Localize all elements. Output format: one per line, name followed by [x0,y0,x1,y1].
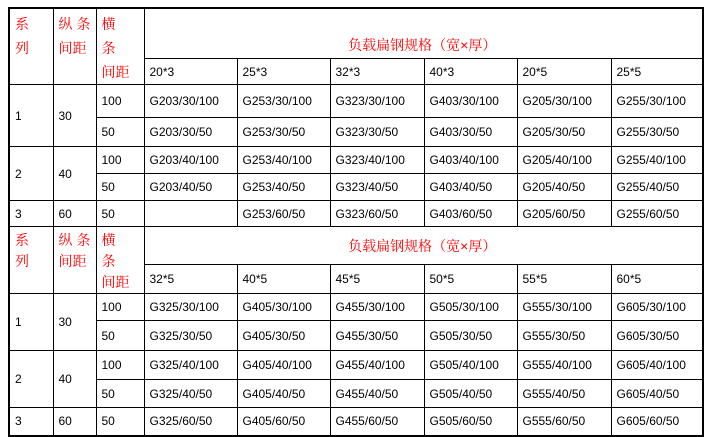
cell-cross-spacing: 50 [96,408,144,436]
grating-spec-table [8,7,704,437]
subcol-header: 60*5 [611,265,703,294]
cell-cross-spacing: 100 [96,294,144,321]
section2-header-row [9,227,703,265]
cell-series: 1 [9,294,53,351]
spec-cell: G455/40/100 [330,351,424,380]
spec-cell: G323/40/50 [330,174,424,201]
table-row [9,380,703,408]
subcol-header: 40*3 [424,59,517,85]
spec-cell: G203/40/50 [144,174,237,201]
spec-cell-empty [144,201,237,227]
cell-cross-spacing: 100 [96,85,144,118]
spec-cell: G323/40/100 [330,147,424,174]
spec-cell: G605/30/50 [611,321,703,351]
spec-cell: G605/40/50 [611,380,703,408]
spec-cell: G205/40/100 [517,147,611,174]
spec-cell: G203/30/50 [144,118,237,147]
subcol-header: 40*5 [237,265,330,294]
cell-cross-spacing: 50 [96,174,144,201]
header-long-spacing [53,227,96,294]
table-row [9,174,703,201]
spec-cell: G455/30/100 [330,294,424,321]
spec-cell: G253/40/100 [237,147,330,174]
cell-cross-spacing: 100 [96,351,144,380]
header-cross-spacing-line2: 间距 [101,64,130,80]
spec-cell: G405/30/50 [237,321,330,351]
subcol-header: 20*3 [144,59,237,85]
spec-cell: G255/40/100 [611,147,703,174]
spec-cell: G255/30/50 [611,118,703,147]
header-cross-spacing [96,8,144,85]
spec-cell: G605/30/100 [611,294,703,321]
spec-cell: G505/30/50 [424,321,517,351]
cell-series: 2 [9,351,53,408]
spec-cell: G255/40/50 [611,174,703,201]
table-row [9,118,703,147]
spec-cell: G555/30/100 [517,294,611,321]
header-series [9,227,53,294]
spec-cell: G555/60/50 [517,408,611,436]
header-series [9,8,53,85]
spec-cell: G325/30/100 [144,294,237,321]
spec-cell: G455/30/50 [330,321,424,351]
header-series-line1: 系 [15,16,29,32]
spec-cell: G455/40/50 [330,380,424,408]
header-long-spacing [53,8,96,85]
spec-cell: G455/60/50 [330,408,424,436]
spec-cell: G203/30/100 [144,85,237,118]
spec-cell: G325/30/50 [144,321,237,351]
spec-cell: G605/60/50 [611,408,703,436]
spec-cell: G405/60/50 [237,408,330,436]
cell-long-spacing: 40 [53,351,96,408]
spec-cell: G325/40/50 [144,380,237,408]
spec-cell: G403/30/100 [424,85,517,118]
spec-cell: G505/40/50 [424,380,517,408]
cell-cross-spacing: 50 [96,201,144,227]
spec-cell: G405/30/100 [237,294,330,321]
spec-cell: G253/60/50 [237,201,330,227]
table-row [9,294,703,321]
spec-cell: G403/30/50 [424,118,517,147]
cell-series: 2 [9,147,53,201]
subcol-header: 20*5 [517,59,611,85]
header-long-spacing-line2: 间距 [58,253,87,269]
spec-cell: G555/40/100 [517,351,611,380]
spec-cell: G403/40/50 [424,174,517,201]
spec-cell: G325/60/50 [144,408,237,436]
header-series-line1: 系 [15,232,29,248]
header-cross-spacing [96,227,144,294]
spec-cell: G405/40/100 [237,351,330,380]
cell-cross-spacing: 50 [96,118,144,147]
spec-cell: G253/30/50 [237,118,330,147]
spec-cell: G205/30/50 [517,118,611,147]
spec-cell: G205/30/100 [517,85,611,118]
table-row [9,85,703,118]
cell-cross-spacing: 100 [96,147,144,174]
spec-cell: G255/30/100 [611,85,703,118]
subcol-header: 55*5 [517,265,611,294]
spec-cell: G555/40/50 [517,380,611,408]
header-long-spacing-line1: 纵 条 [58,16,91,32]
header-long-spacing-line2: 间距 [58,40,87,56]
header-cross-spacing-line1: 横 条 [101,232,130,269]
spec-cell: G325/40/100 [144,351,237,380]
cell-long-spacing: 60 [53,408,96,436]
table-row [9,201,703,227]
spec-cell: G605/40/100 [611,351,703,380]
subcol-header: 25*5 [611,59,703,85]
spec-cell: G323/30/100 [330,85,424,118]
spec-cell: G505/60/50 [424,408,517,436]
section1-header-row [9,8,703,59]
cell-cross-spacing: 50 [96,380,144,408]
spec-cell: G255/60/50 [611,201,703,227]
spec-cell: G253/30/100 [237,85,330,118]
subcol-header: 32*3 [330,59,424,85]
spec-cell: G203/40/100 [144,147,237,174]
header-span-title: 负载扁钢规格（宽×厚） [144,227,703,265]
spec-cell: G505/40/100 [424,351,517,380]
subcol-header: 45*5 [330,265,424,294]
table-row [9,147,703,174]
cell-long-spacing: 40 [53,147,96,201]
spec-cell: G253/40/50 [237,174,330,201]
spec-cell: G555/30/50 [517,321,611,351]
spec-cell: G323/30/50 [330,118,424,147]
cell-long-spacing: 60 [53,201,96,227]
header-cross-spacing-line2: 间距 [101,274,130,290]
table-row [9,321,703,351]
header-series-line2: 列 [15,253,29,269]
cell-cross-spacing: 50 [96,321,144,351]
cell-long-spacing: 30 [53,294,96,351]
subcol-header: 50*5 [424,265,517,294]
subcol-header: 25*3 [237,59,330,85]
cell-series: 3 [9,201,53,227]
spec-cell: G205/60/50 [517,201,611,227]
cell-series: 1 [9,85,53,147]
table-row [9,351,703,380]
spec-cell: G205/40/50 [517,174,611,201]
spec-cell: G505/30/100 [424,294,517,321]
table-row [9,408,703,436]
spec-cell: G323/60/50 [330,201,424,227]
cell-series: 3 [9,408,53,436]
subcol-header: 32*5 [144,265,237,294]
spec-cell: G403/60/50 [424,201,517,227]
header-series-line2: 列 [15,40,29,56]
header-long-spacing-line1: 纵 条 [58,232,91,248]
spec-cell: G403/40/100 [424,147,517,174]
header-span-title: 负载扁钢规格（宽×厚） [144,8,703,59]
header-cross-spacing-line1: 横 条 [101,16,130,56]
cell-long-spacing: 30 [53,85,96,147]
page [0,7,710,429]
spec-cell: G405/40/50 [237,380,330,408]
